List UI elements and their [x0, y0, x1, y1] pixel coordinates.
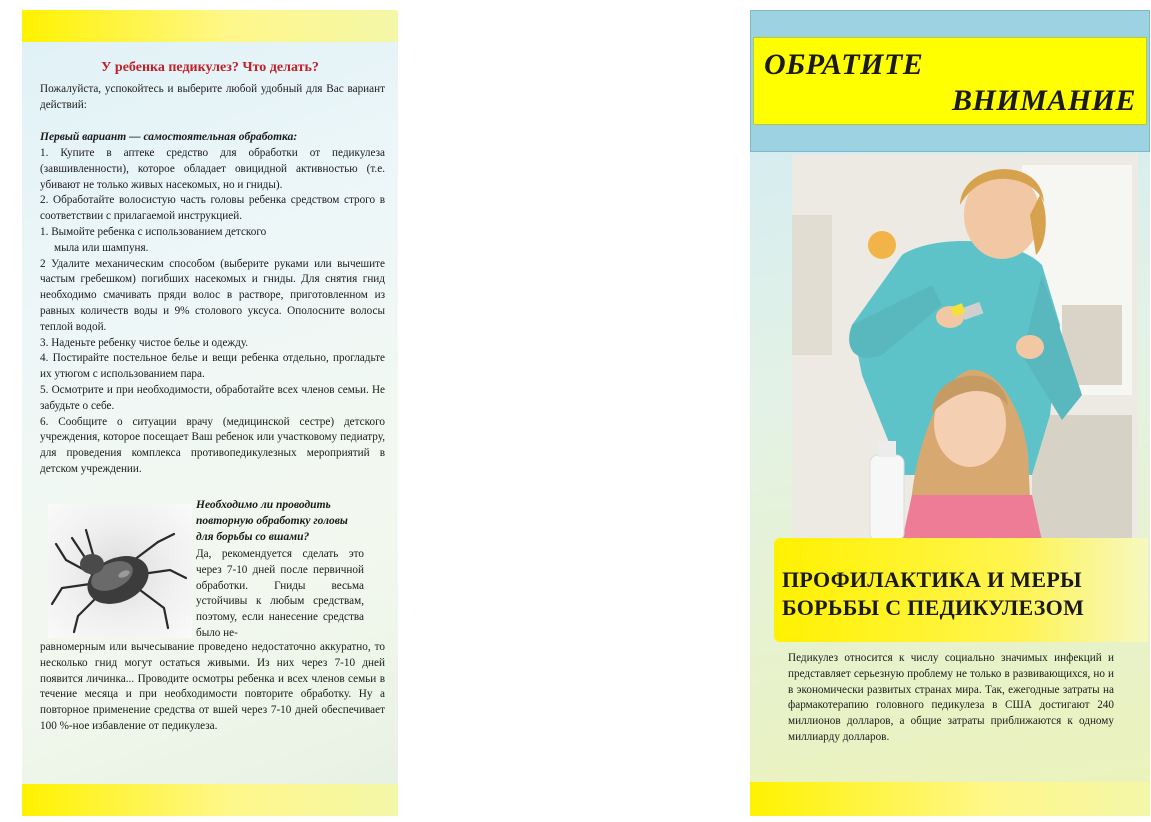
louse-photo [48, 504, 192, 638]
title-line2: ВНИМАНИЕ [951, 84, 1136, 117]
left-heading: У ребенка педикулез? Что делать? [101, 60, 319, 75]
bottom-yellow-band [22, 784, 398, 816]
step-item: 1. Вымойте ребенка с использованием детского [40, 225, 267, 238]
louse-icon [48, 504, 192, 638]
answer-text-top: Да, рекомендуется сделать это через 7-10 дней после первичной обработки. Гниды весьма устойчивы к любым средствам, поэтому, если нанесение средства было не- [196, 548, 364, 639]
step-item: 1. Купите в аптеке средство для обработки от педикулеза (завшивленности), которое обладает овицидной активностью (т.е. убивают не только живых насекомых, но и гниды). [40, 147, 385, 191]
step-item: 4. Постирайте постельное белье и вещи ребенка отдельно, прогладьте их утюгом с использованием пара. [40, 352, 385, 381]
bottom-yellow-band-right [750, 782, 1150, 816]
intro-text: Пожалуйста, успокойтесь и выберите любой удобный для Вас вариант действий: [40, 83, 385, 111]
prevention-title-box [774, 538, 1148, 642]
left-panel [22, 10, 398, 816]
mother-child-illustration [792, 155, 1138, 541]
right-panel [750, 10, 1150, 816]
title-yellow-box [753, 37, 1147, 125]
mother-child-photo [792, 155, 1138, 541]
step-item: 3. Наденьте ребенку чистое белье и одежду. [40, 336, 249, 349]
top-yellow-band [22, 10, 398, 42]
title-box [750, 10, 1150, 152]
right-body-text: Педикулез относится к числу социально значимых инфекций и представляет серьезную проблему не только в развивающихся, но и в экономически развитых странах мира. Так, ежегодные затраты на фармакотерапию головного педикулеза в США достигают 240 миллионов долларов, а общие затраты приближаются к одному миллиарду долларов. [788, 652, 1114, 743]
step-item: 2. Обработайте волосистую часть головы ребенка средством строго в соответствии с прилагаемой инструкцией. [40, 194, 385, 223]
step-item: 6. Сообщите о ситуации врачу (медицинской сестре) детского учреждения, которое посещает Ваш ребенок или участковому педиатру, для проведения комплекса противопедикулезных мероприятий в детском учреждении. [40, 415, 385, 475]
step-item: мыла или шампуня. [54, 241, 149, 254]
title-line1: ОБРАТИТЕ [764, 48, 924, 81]
question-title: Необходимо ли проводить повторную обработку головы для борьбы со вшами? [196, 499, 348, 543]
step-item: 5. Осмотрите и при необходимости, обработайте всех членов семьи. Не забудьте о себе. [40, 383, 385, 412]
steps-list [40, 146, 385, 478]
prevention-title: ПРОФИЛАКТИКА И МЕРЫ БОРЬБЫ С ПЕДИКУЛЕЗОМ [782, 567, 1085, 620]
step-item: 2 Удалите механическим способом (выберите руками или вычешите частым гребешком) погибших насекомых и гниды. Для снятия гнид необходимо смачивать пряди волос в растворе, приготовленном из равных количеств воды и 9% столового уксуса. Ополосните волосы теплой водой. [40, 257, 385, 333]
variant-title: Первый вариант — самостоятельная обработка: [40, 131, 298, 143]
answer-text-bottom: равномерным или вычесывание проведено недостаточно аккуратно, то несколько гнид могут остаться живыми. Из них через 7-10 дней появится личинка... Проводите осмотры ребенка и всех членов семьи в течение месяца и при необходимости повторите обработку. Ну а повторное применение средства от вшей через 7-10 дней обеспечивает 100 %-ное избавление от педикулеза. [40, 641, 385, 732]
